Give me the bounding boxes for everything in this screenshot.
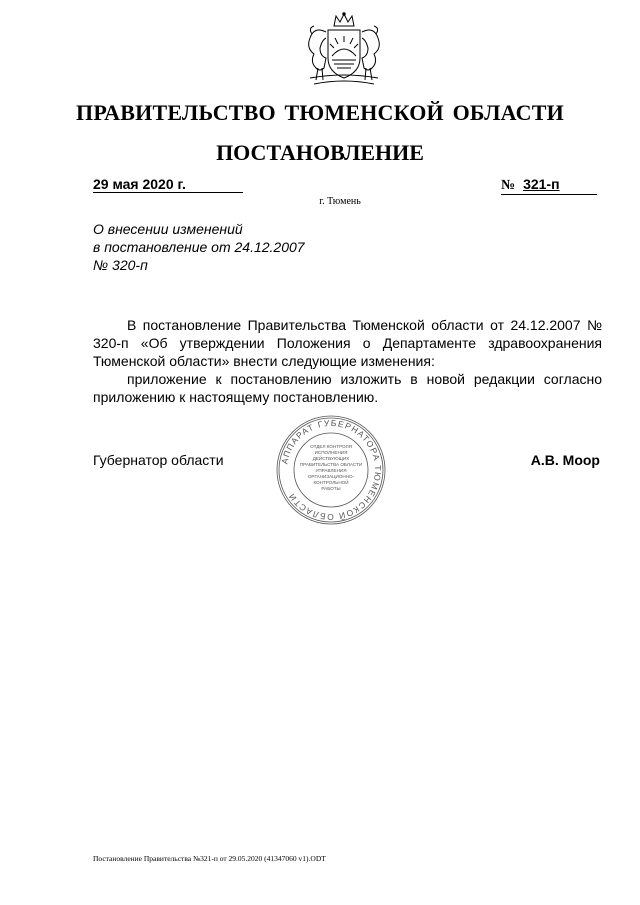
signatory-name: А.В. Моор bbox=[530, 452, 600, 468]
subject-line: в постановление от 24.12.2007 bbox=[93, 239, 305, 255]
document-type-title: ПОСТАНОВЛЕНИЕ bbox=[216, 140, 424, 165]
body-paragraph: В постановление Правительства Тюменской области от 24.12.2007 № 320-п «Об утверждении Положения о Департаменте здравоохранения Тюменской области» внести следующие изменения: bbox=[93, 317, 602, 369]
document-subject bbox=[93, 220, 305, 274]
svg-text:ОРГАНИЗАЦИОННО-: ОРГАНИЗАЦИОННО- bbox=[307, 474, 355, 479]
stamp-outer-text: АППАРАТ ГУБЕРНАТОРА ТЮМЕНСКОЙ ОБЛАСТИ bbox=[279, 417, 384, 523]
subject-line: № 320-п bbox=[93, 257, 148, 273]
organization-title: ПРАВИТЕЛЬСТВО ТЮМЕНСКОЙ ОБЛАСТИ bbox=[76, 100, 564, 125]
svg-text:ИСПОЛНЕНИЯ: ИСПОЛНЕНИЯ bbox=[314, 450, 348, 455]
document-number-value: 321-п bbox=[523, 176, 560, 192]
document-number bbox=[501, 176, 597, 195]
svg-text:УПРАВЛЕНИЯ: УПРАВЛЕНИЯ bbox=[315, 468, 347, 473]
footer-file-reference: Постановление Правительства №321-п от 29.05.2020 (41347060 v1).ODT bbox=[93, 854, 326, 863]
svg-text:РАБОТЫ: РАБОТЫ bbox=[321, 486, 341, 491]
issuing-city: г. Тюмень bbox=[319, 196, 361, 207]
svg-text:ОТДЕЛ КОНТРОЛЯ: ОТДЕЛ КОНТРОЛЯ bbox=[310, 444, 352, 449]
body-paragraph: приложение к постановлению изложить в новой редакции согласно приложению к настоящему постановлению. bbox=[93, 371, 602, 405]
svg-text:ПРАВИТЕЛЬСТВА ОБЛАСТИ: ПРАВИТЕЛЬСТВА ОБЛАСТИ bbox=[299, 462, 363, 467]
signatory-title: Губернатор области bbox=[93, 452, 224, 468]
svg-text:КОНТРОЛЬНОЙ: КОНТРОЛЬНОЙ bbox=[313, 480, 349, 485]
coat-of-arms-emblem bbox=[296, 12, 392, 92]
document-date bbox=[93, 176, 243, 193]
subject-line: О внесении изменений bbox=[93, 221, 243, 237]
svg-text:ДЕЙСТВУЮЩИХ: ДЕЙСТВУЮЩИХ bbox=[312, 456, 350, 461]
document-date-value: 29 мая 2020 г. bbox=[93, 176, 186, 192]
official-stamp bbox=[275, 414, 387, 526]
number-sign: № bbox=[501, 178, 516, 193]
